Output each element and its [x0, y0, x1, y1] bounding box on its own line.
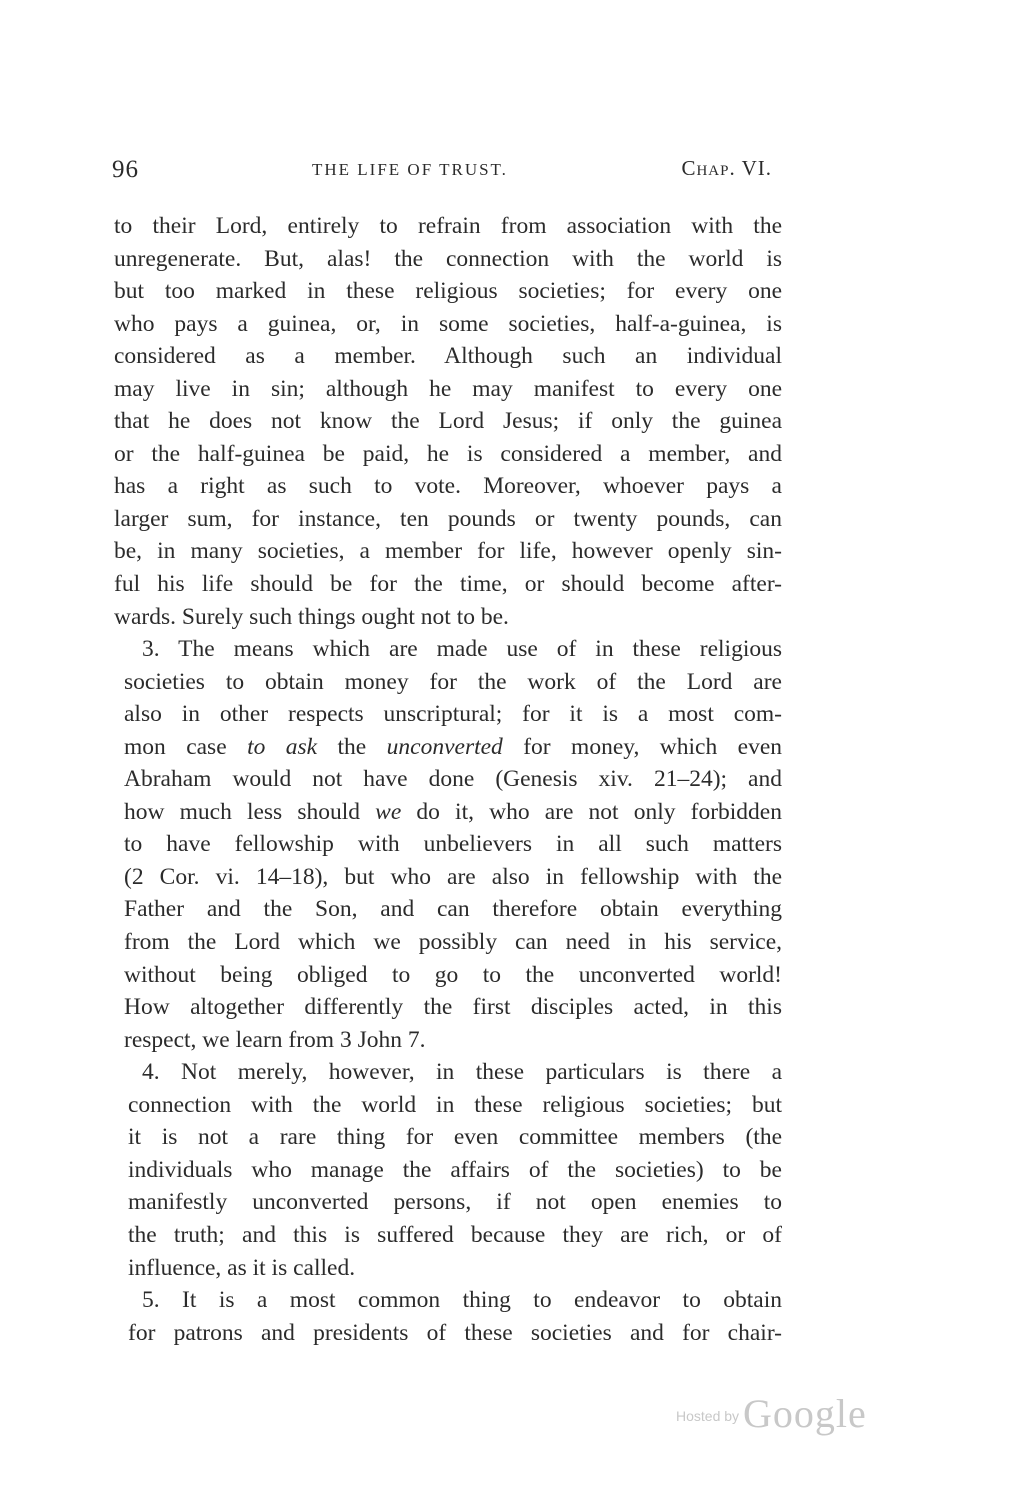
text-line: unregenerate. But, alas! the connection with the world is — [114, 245, 782, 272]
text-line-italic — [114, 796, 782, 829]
text-line: that he does not know the Lord Jesus; if only the guinea — [114, 408, 782, 435]
running-head — [112, 156, 772, 190]
paragraph-4-start: 4. Not merely, however, in these particulars is there a — [142, 1059, 782, 1086]
text-line: to their Lord, entirely to refrain from association with the — [114, 213, 782, 239]
text-fragment: for money, which even — [502, 733, 782, 760]
text-line: wards. Surely such things ought not to be. — [114, 603, 509, 630]
text-line: Abraham would not have done (Genesis xiv. 21–24); and — [124, 766, 782, 793]
text-fragment: mon case — [124, 733, 248, 760]
text-fragment: the — [317, 733, 387, 760]
text-line: considered as a member. Although such an individual — [114, 343, 782, 370]
text-line: also in other respects unscriptural; for it is a most com- — [124, 701, 782, 728]
text-line: but too marked in these religious societies; for every one — [114, 278, 782, 305]
text-line-italic — [114, 731, 782, 764]
emphasis-unconverted: unconverted — [386, 733, 503, 760]
text-line: influence, as it is called. — [128, 1254, 356, 1281]
text-line: to have fellowship with unbelievers in all such matters — [124, 831, 782, 858]
text-line: be, in many societies, a member for life, however openly sin- — [114, 538, 782, 565]
text-line: without being obliged to go to the unconverted world! — [124, 961, 782, 988]
text-line: How altogether differently the first disciples acted, in this — [124, 994, 782, 1021]
text-line: or the half-guinea be paid, he is considered a member, and — [114, 440, 782, 467]
text-fragment: how much less should — [124, 798, 376, 825]
paragraph-5-start: 5. It is a most common thing to endeavor to obtain — [142, 1287, 782, 1314]
emphasis-we: we — [375, 798, 402, 825]
text-line: has a right as such to vote. Moreover, whoever pays a — [114, 473, 782, 500]
text-line: Father and the Son, and can therefore obtain everything — [124, 896, 782, 923]
paragraph-3-start: 3. The means which are made use of in these religious — [142, 636, 782, 663]
text-line: individuals who manage the affairs of the societies) to be — [128, 1156, 782, 1183]
text-line: may live in sin; although he may manifest to every one — [114, 375, 782, 402]
chapter-label: Chap. VI. — [681, 156, 772, 180]
google-logo-text: Google — [743, 1391, 867, 1436]
text-line: ful his life should be for the time, or should become after- — [114, 571, 782, 598]
text-line: for patrons and presidents of these societies and for chair- — [128, 1319, 782, 1346]
emphasis-to-ask: to ask — [247, 733, 318, 760]
text-line: who pays a guinea, or, in some societies, half-a-guinea, is — [114, 310, 782, 337]
text-line: from the Lord which we possibly can need in his service, — [124, 929, 782, 956]
text-line: larger sum, for instance, ten pounds or twenty pounds, can — [114, 505, 782, 532]
text-line: manifestly unconverted persons, if not open enemies to — [128, 1189, 782, 1216]
text-line: (2 Cor. vi. 14–18), but who are also in fellowship with the — [124, 863, 782, 890]
text-line: the truth; and this is suffered because they are rich, or of — [128, 1221, 782, 1248]
hosted-by-label: Hosted by — [676, 1408, 740, 1424]
text-line: connection with the world in these religious societies; but — [128, 1091, 782, 1118]
hosted-by-google-watermark — [676, 1390, 867, 1440]
text-line: societies to obtain money for the work of the Lord are — [124, 668, 782, 695]
text-line: it is not a rare thing for even committee members (the — [128, 1124, 782, 1151]
running-title: THE LIFE OF TRUST. — [312, 160, 508, 179]
text-fragment: do it, who are not only forbidden — [401, 798, 782, 825]
text-line: respect, we learn from 3 John 7. — [124, 1026, 426, 1053]
page-number: 96 — [112, 156, 139, 183]
body-text — [114, 210, 782, 1349]
